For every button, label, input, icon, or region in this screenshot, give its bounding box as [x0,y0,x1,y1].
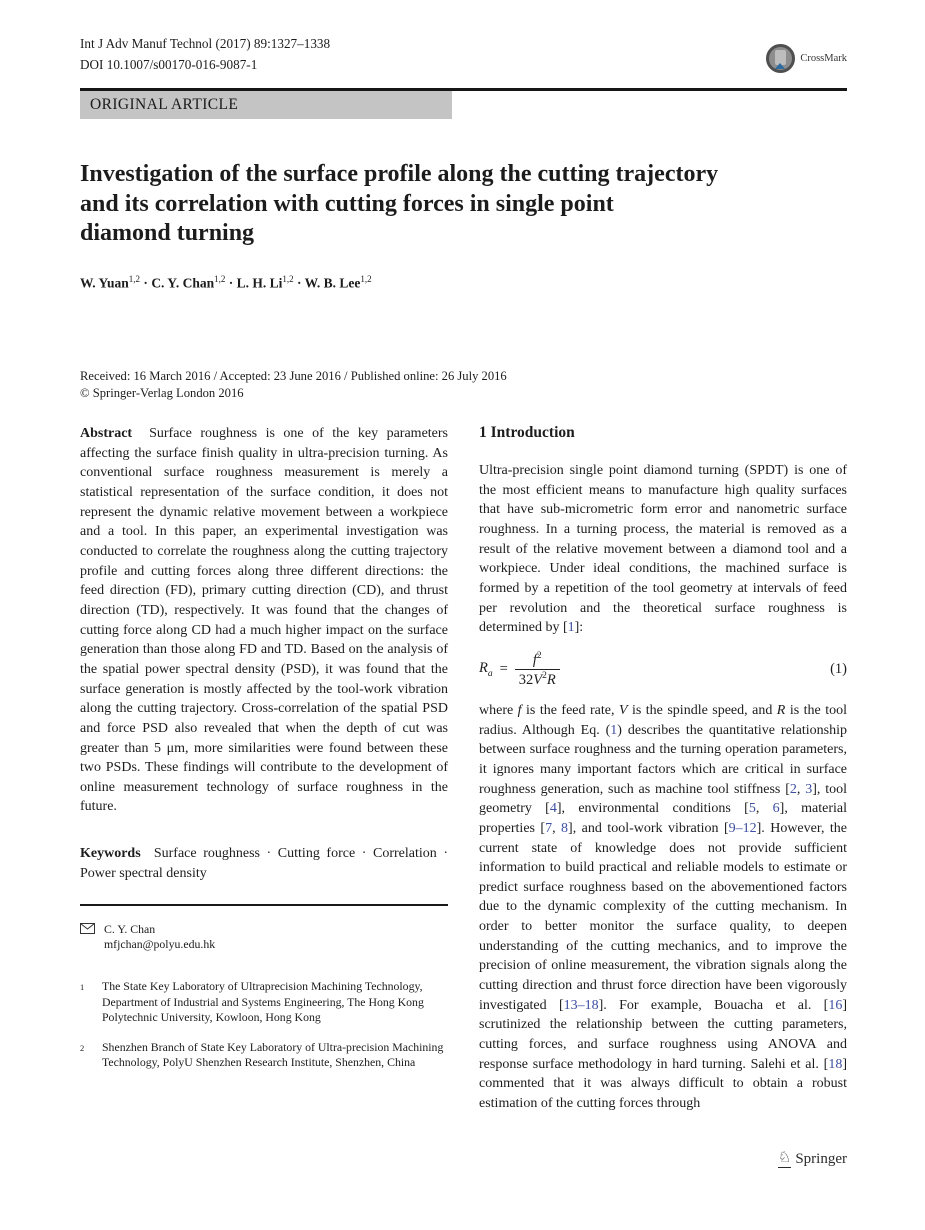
text-segment: R [776,702,786,718]
equals-sign: = [499,661,508,678]
affiliation-text: Shenzhen Branch of State Key Laboratory of Ultra-precision Machining Technology, PolyU Shenzhen Research Institute, Shenzhen, China [102,1039,444,1070]
journal-citation-line: Int J Adv Manuf Technol (2017) 89:1327–1338 [80,36,331,51]
corresponding-author-email[interactable]: mfjchan@polyu.edu.hk [104,937,216,952]
envelope-icon [80,923,95,953]
text-segment: · [140,275,152,290]
text-segment: is the spindle speed, and [627,702,777,718]
fraction-denominator: $32V^2R$ [518,671,556,689]
equation-fraction [515,651,560,689]
abstract [80,424,448,817]
citation-reference[interactable]: 13–18 [563,997,599,1013]
paper-title [80,160,847,249]
text-segment: C. Y. Chan [151,275,215,290]
affiliation-item [80,1040,448,1071]
intro-paragraph-1 [479,461,847,638]
text-segment: ]. For example, Bouacha et al. [ [598,997,829,1013]
text-segment: ]. However, the current state of knowledge does not provide sufficient information to build practical and reliable models to estimate or predict surface roughness based on the abovementioned factors due to the dynamic complexity of the cutting mechanism. In order to better monitor the surface quality, to deepen understanding of the cutting mechanics, and to improve the precision of online measurement, the vibration signals along the cutting direction and thrust force direction have been vigorously investigated [ [479,820,848,1013]
text-segment: W. Yuan [80,275,129,290]
text-segment: 1,2 [128,273,141,284]
keywords-label: Keywords [80,846,141,862]
journal-header [80,0,847,75]
affiliation-item [80,979,448,1026]
text-segment: ) describes the quantitative relationship between surface roughness and the turning operation parameters, it ignores many important factors which are critical in surface roughness generation, such as machine tool stiffness [ [479,722,847,797]
footnote-rule [80,904,448,906]
citation-reference[interactable]: 6 [772,801,780,817]
article-dates [80,368,847,401]
citation-reference[interactable]: 16 [828,997,843,1013]
text-segment: 1,2 [214,273,226,284]
text-segment: V [618,702,628,718]
abstract-text: Surface roughness is one of the key parameters affecting the surface finish quality in ultra-precision turning. As conventional surface roughness measurement is merely a statistical representation of the surface condition, it does not represent the dynamic relative movement between a workpiece and a tool. In this paper, an experimental investigation was conducted to correlate the roughness along the cutting trajectory profile and cutting forces along three different directions: the feed direction (FD), primary cutting direction (CD), and thrust direction (TD), respectively. It was found that the changes of cutting force along CD had a much higher impact on the surface generation than those along FD and TD. Based on the analysis of the spatial power spectral density (PSD), it was found that the surface generation is mostly affected by the tool-work vibration along the cutting trajectory. Cross-correlation of the spatial PSD and force PSD also revealed that when the depth of cut was greater than 5 μm, more similarities were found between these two PSDs. These findings will contribute to the development of online measurement technology of surface roughness in the future. [80,426,448,815]
correspondence-text [104,922,215,953]
affiliations-list [80,979,448,1071]
springer-wordmark: Springer [795,1151,847,1167]
crossmark-label: CrossMark [800,53,847,64]
keywords-text: Surface roughness · Cutting force · Correlation · Power spectral density [80,846,449,881]
citation-reference[interactable]: 1 [610,722,618,738]
citation-reference[interactable]: 9–12 [728,820,757,836]
citation-reference[interactable]: 7 [545,820,553,836]
authors-line [80,274,847,292]
text-segment: ] commented that it was always difficult to obtain a robust estimation of the cutting forces through [479,1056,847,1112]
article-type-banner [80,91,452,119]
citation-reference[interactable]: 18 [828,1056,843,1072]
fraction-numerator: $f^2$ [515,651,560,671]
affiliation-number: 2 [80,1042,85,1053]
text-segment: , [552,820,562,836]
two-column-body [80,424,847,1114]
citation-reference[interactable]: 4 [549,801,557,817]
citation-reference[interactable]: 3 [805,781,813,797]
text-segment: L. H. Li [236,275,283,290]
title-line-2: and its correlation with cutting forces in single point [80,190,614,217]
affiliation-text: The State Key Laboratory of Ultraprecision Machining Technology, Department of Industrial and Systems Engineering, The Hong Kong Polytechnic University, Kowloon, Hong Kong [102,978,424,1025]
text-segment: · [225,275,237,290]
text-segment: Ultra-precision single point diamond turning (SPDT) is one of the most efficient means to manufacture high quality surfaces that have sub-micrometric form error and nanometric surface roughness. In a turning process, the material is removed as a result of the relative movement between a diamond tool and a workpiece. Under ideal conditions, the machined surface is formed by a repetition of the tool geometry at intervals of feed per revolution and the theoretical surface roughness is determined by [ [479,463,847,636]
page-content [80,0,847,1114]
equation-number: (1) [830,661,847,678]
text-segment: 1,2 [360,273,372,284]
section-heading-introduction: 1 Introduction [479,424,575,441]
text-segment: ]: [574,620,584,636]
abstract-label: Abstract [80,426,133,441]
article-type-label: ORIGINAL ARTICLE [90,96,239,113]
text-segment: · [293,275,305,290]
text-segment: , [755,801,773,817]
text-segment: ], environmental conditions [ [556,801,749,817]
text-segment: , [796,781,806,797]
equation-1 [479,651,847,689]
intro-paragraph-2 [479,701,847,1114]
citation-reference[interactable]: 5 [748,801,756,817]
copyright-line: © Springer-Verlag London 2016 [80,385,244,400]
left-column [80,424,448,1114]
text-segment: f [517,702,522,718]
correspondence-block [80,922,448,953]
text-segment: is the feed rate, [521,702,619,718]
text-segment: 1,2 [282,273,294,284]
text-segment: ] scrutinized the relationship between the cutting parameters, cutting forces, and surface roughness using ANOVA and response surface methodology in hard turning. Salehi et al. [ [479,997,847,1072]
text-segment: ], material properties [ [479,801,848,836]
affiliation-number: 1 [80,981,85,992]
citation-reference[interactable]: 2 [789,781,797,797]
received-accepted-line: Received: 16 March 2016 / Accepted: 23 June 2016 / Published online: 26 July 2016 [80,369,507,383]
title-line-3: diamond turning [80,220,255,246]
title-line-1: Investigation of the surface profile along the cutting trajectory [80,161,719,187]
springer-logo [778,1151,847,1168]
equation-lhs: $R_a$ [479,660,493,680]
crossmark-badge[interactable] [766,44,847,73]
text-segment: W. B. Lee [304,275,361,290]
text-segment: where [479,702,518,718]
crossmark-icon [766,44,795,73]
citation-reference[interactable]: 8 [561,820,569,836]
springer-horse-icon: ♘ [777,1150,792,1166]
citation-reference[interactable]: 1 [567,620,575,636]
corresponding-author-name: C. Y. Chan [104,921,156,936]
keywords [80,844,448,883]
right-column [479,424,847,1114]
text-segment: ], and tool-work vibration [ [568,820,729,836]
text-segment: ], tool geometry [ [479,781,847,817]
doi-line: DOI 10.1007/s00170-016-9087-1 [80,57,258,72]
text-segment: is the tool radius. Although Eq. ( [479,702,847,738]
